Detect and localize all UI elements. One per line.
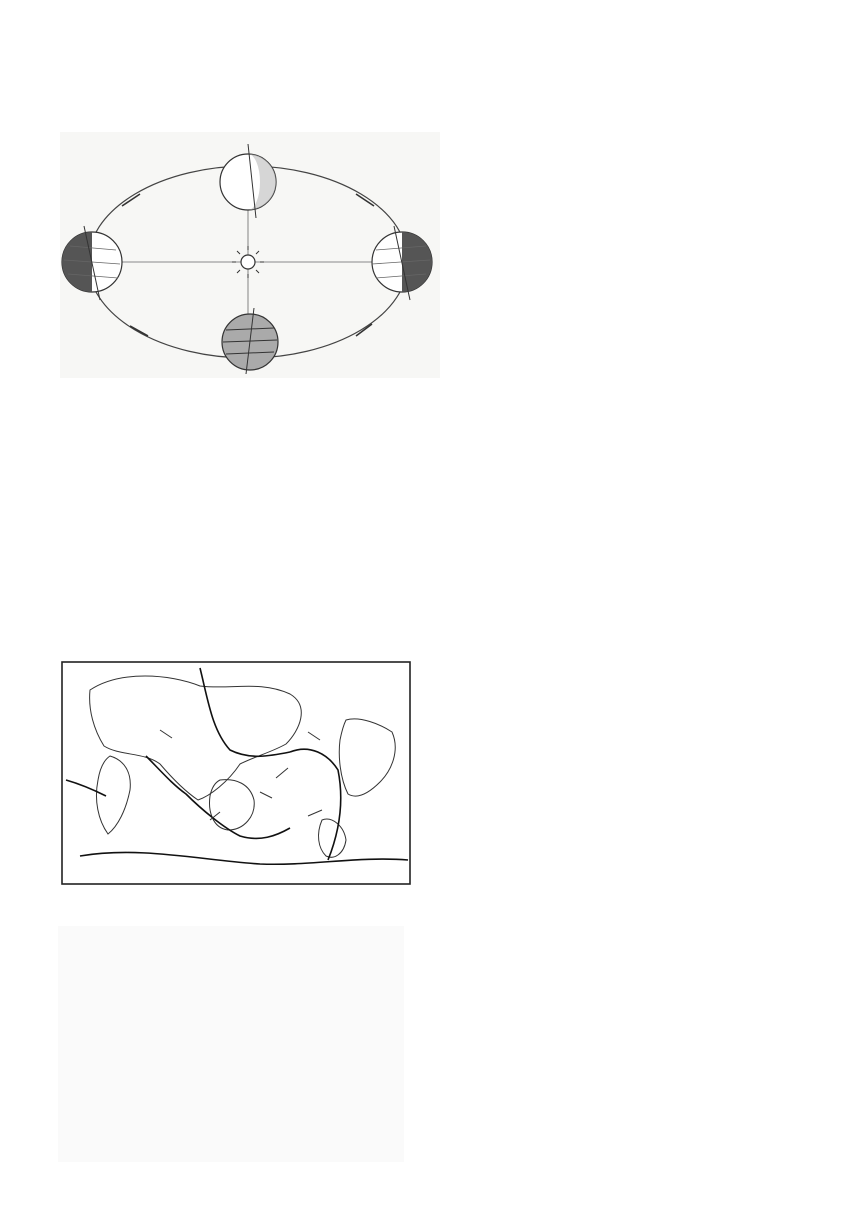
earth-orbit-diagram [60,132,440,378]
plate-map [60,660,412,886]
climate-charts [58,926,404,1162]
